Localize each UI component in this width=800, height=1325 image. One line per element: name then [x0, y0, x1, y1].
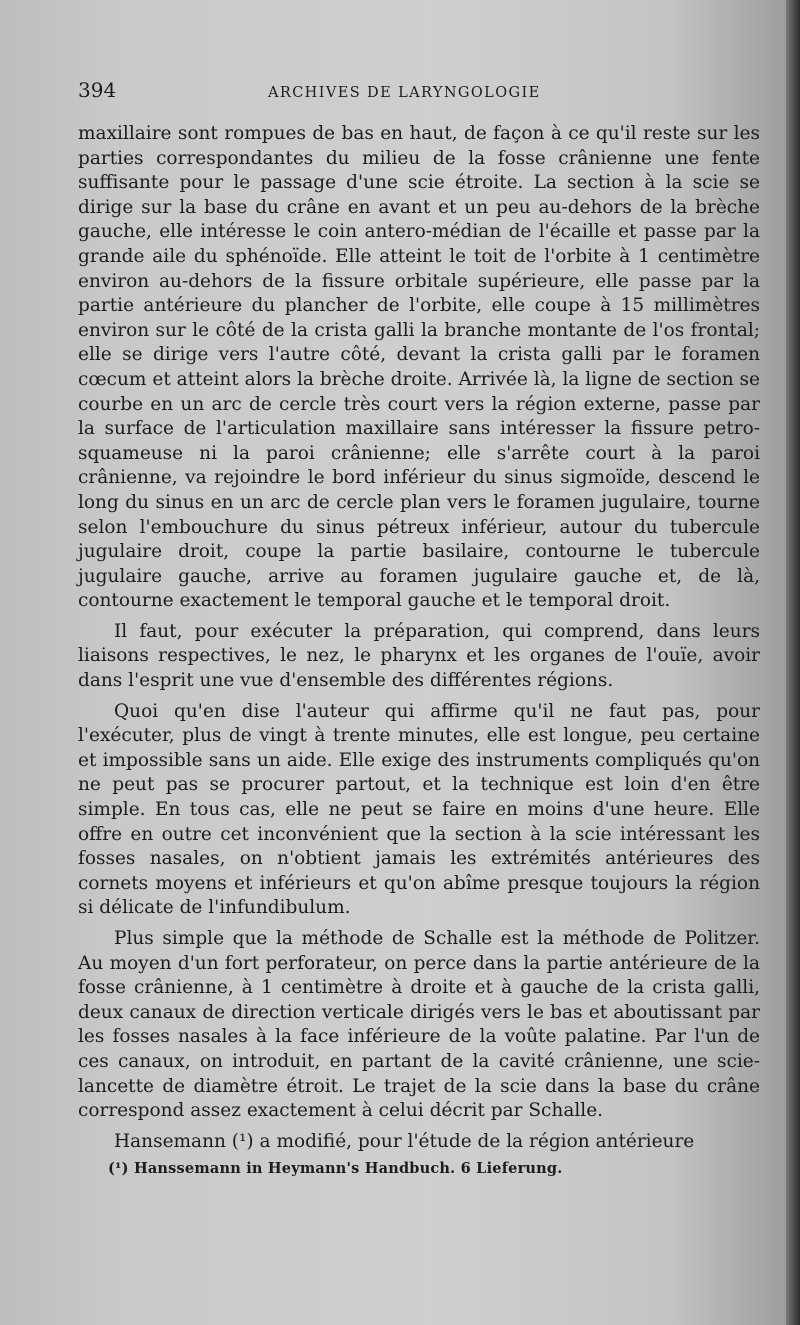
paragraph-5: Hansemann (¹) a modifié, pour l'étude de la région antérieure [114, 1130, 695, 1152]
paragraph-3: Quoi qu'en dise l'auteur qui affirme qu'il ne faut pas, pour l'exécuter, plus de vingt à trente minutes, elle est longue, peu certaine et impossible sans un aide. Elle exige des instruments compliqués qu'on ne peut pas se procurer partout, et la technique est loin d'en être simple. En tous cas, elle ne peut se faire en moins d'une heure. Elle offre en outre cet inconvénient que la section à la scie intéressant les fosses nasales, on n'obtient jamais les extrémités antérieures des cornets moyens et inférieurs et qu'on abîme presque toujours la région si délicate de l'infundibulum. [78, 700, 760, 919]
page-number: 394 [78, 78, 117, 102]
footnote [78, 1160, 760, 1177]
page-header [78, 78, 760, 108]
footnote-marker: (¹) [108, 1160, 129, 1178]
paragraph-2: Il faut, pour exécuter la préparation, qui comprend, dans leurs liaisons respectives, le nez, le pharynx et les organes de l'ouïe, avoir dans l'esprit une vue d'ensemble des différentes régions. [78, 620, 760, 692]
paragraph-4: Plus simple que la méthode de Schalle est la méthode de Politzer. Au moyen d'un fort perforateur, on perce dans la partie antérieure de la fosse crânienne, à 1 centimètre à droite et à gauche de la crista galli, deux canaux de direction verticale dirigés vers le bas et aboutissant par les fosses nasales à la face inférieure de la voûte palatine. Par l'un de ces canaux, on introduit, en partant de la cavité crânienne, une scie-lancette de diamètre étroit. Le trajet de la scie dans la base du crâne correspond assez exactement à celui décrit par Schalle. [78, 928, 760, 1122]
footnote-text: Hanssemann in Heymann's Handbuch. 6 Lieferung. [133, 1160, 563, 1178]
paragraph-1: maxillaire sont rompues de bas en haut, de façon à ce qu'il reste sur les parties correspondantes du milieu de la fosse crânienne une fente suffisante pour le passage d'une scie étroite. La section à la scie se dirige sur la base du crâne en avant et un peu au-dehors de la brèche gauche, elle intéresse le coin antero-médian de l'écaille et passe par la grande aile du sphénoïde. Elle atteint le toit de l'orbite à 1 centimètre environ au-dehors de la fissure orbitale supérieure, elle passe par la partie antérieure du plancher de l'orbite, elle coupe à 15 millimètres environ sur le côté de la crista galli la branche montante de l'os frontal; elle se dirige vers l'autre côté, devant la crista galli par le foramen cœcum et atteint alors la brèche droite. Arrivée là, la ligne de section se courbe en un arc de cercle très court vers la région externe, passe par la surface de l'articulation maxillaire sans intéresser la fissure petro-squameuse ni la paroi crânienne; elle s'arrête court à la paroi crânienne, va rejoindre le bord inférieur du sinus sigmoïde, descend le long du sinus en un arc de cercle plan vers le foramen jugulaire, tourne selon l'embouchure du sinus pétreux inférieur, autour du tubercule jugulaire droit, coupe la partie basilaire, contourne le tubercule jugulaire gauche, arrive au foramen jugulaire gauche et, de là, contourne exactement le temporal gauche et le temporal droit. [78, 123, 760, 612]
running-head: ARCHIVES DE LARYNGOLOGIE [268, 85, 541, 101]
body-text [78, 122, 760, 1154]
